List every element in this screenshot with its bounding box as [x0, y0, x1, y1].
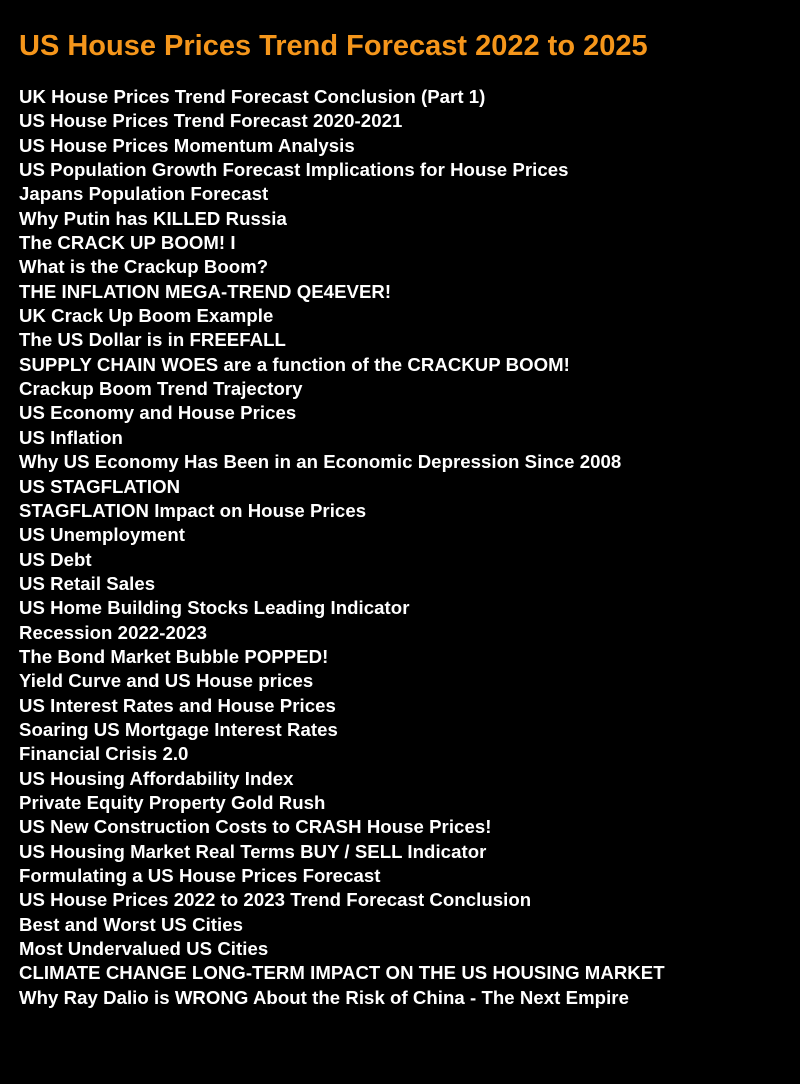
toc-item[interactable]: The Bond Market Bubble POPPED!	[19, 645, 329, 667]
toc-item[interactable]: Japans Population Forecast	[19, 183, 269, 205]
toc-item[interactable]: US House Prices Momentum Analysis	[19, 134, 355, 156]
toc-item[interactable]: What is the Crackup Boom?	[19, 256, 269, 278]
toc-item[interactable]: Why Ray Dalio is WRONG About the Risk of China - The Next Empire	[19, 986, 629, 1008]
toc-item[interactable]: US Unemployment	[19, 524, 186, 546]
toc-item[interactable]: STAGFLATION Impact on House Prices	[19, 499, 367, 521]
toc-item[interactable]: US House Prices 2022 to 2023 Trend Forecast Conclusion	[19, 889, 532, 911]
toc-item[interactable]: Financial Crisis 2.0	[19, 743, 189, 765]
toc-item[interactable]: Best and Worst US Cities	[19, 913, 244, 935]
toc-item[interactable]: US Inflation	[19, 426, 123, 448]
toc-item[interactable]: Crackup Boom Trend Trajectory	[19, 378, 303, 400]
toc-item[interactable]: Most Undervalued US Cities	[19, 938, 269, 960]
toc-item[interactable]: US Economy and House Prices	[19, 402, 297, 424]
toc-item[interactable]: Private Equity Property Gold Rush	[19, 791, 326, 813]
toc-item[interactable]: US Population Growth Forecast Implications for House Prices	[19, 159, 569, 181]
toc-item[interactable]: US Housing Market Real Terms BUY / SELL Indicator	[19, 840, 487, 862]
toc-item[interactable]: US Retail Sales	[19, 572, 156, 594]
toc-item[interactable]: The CRACK UP BOOM! I	[19, 232, 236, 254]
toc-item[interactable]: UK Crack Up Boom Example	[19, 305, 274, 327]
page-title: US House Prices Trend Forecast 2022 to 2025	[19, 30, 648, 62]
toc-item[interactable]: US New Construction Costs to CRASH House Prices!	[19, 816, 492, 838]
table-of-contents	[19, 85, 794, 1010]
toc-item[interactable]: US Home Building Stocks Leading Indicator	[19, 597, 410, 619]
toc-item[interactable]: US STAGFLATION	[19, 475, 181, 497]
toc-item[interactable]: CLIMATE CHANGE LONG-TERM IMPACT ON THE US HOUSING MARKET	[19, 962, 665, 984]
toc-item[interactable]: THE INFLATION MEGA-TREND QE4EVER!	[19, 280, 392, 302]
toc-item[interactable]: UK House Prices Trend Forecast Conclusion (Part 1)	[19, 86, 486, 107]
toc-item[interactable]: Formulating a US House Prices Forecast	[19, 865, 381, 886]
toc-item[interactable]: Yield Curve and US House prices	[19, 670, 314, 692]
toc-item[interactable]: Soaring US Mortgage Interest Rates	[19, 718, 338, 740]
toc-item[interactable]: Why US Economy Has Been in an Economic Depression Since 2008	[19, 451, 622, 473]
toc-item[interactable]: US Housing Affordability Index	[19, 767, 294, 789]
toc-item[interactable]: US Interest Rates and House Prices	[19, 694, 336, 716]
toc-item[interactable]: Why Putin has KILLED Russia	[19, 207, 287, 229]
toc-item[interactable]: The US Dollar is in FREEFALL	[19, 329, 286, 351]
toc-item[interactable]: Recession 2022-2023	[19, 621, 208, 643]
toc-item[interactable]: US House Prices Trend Forecast 2020-2021	[19, 110, 403, 132]
toc-item[interactable]: SUPPLY CHAIN WOES are a function of the CRACKUP BOOM!	[19, 353, 570, 375]
toc-item[interactable]: US Debt	[19, 548, 92, 570]
